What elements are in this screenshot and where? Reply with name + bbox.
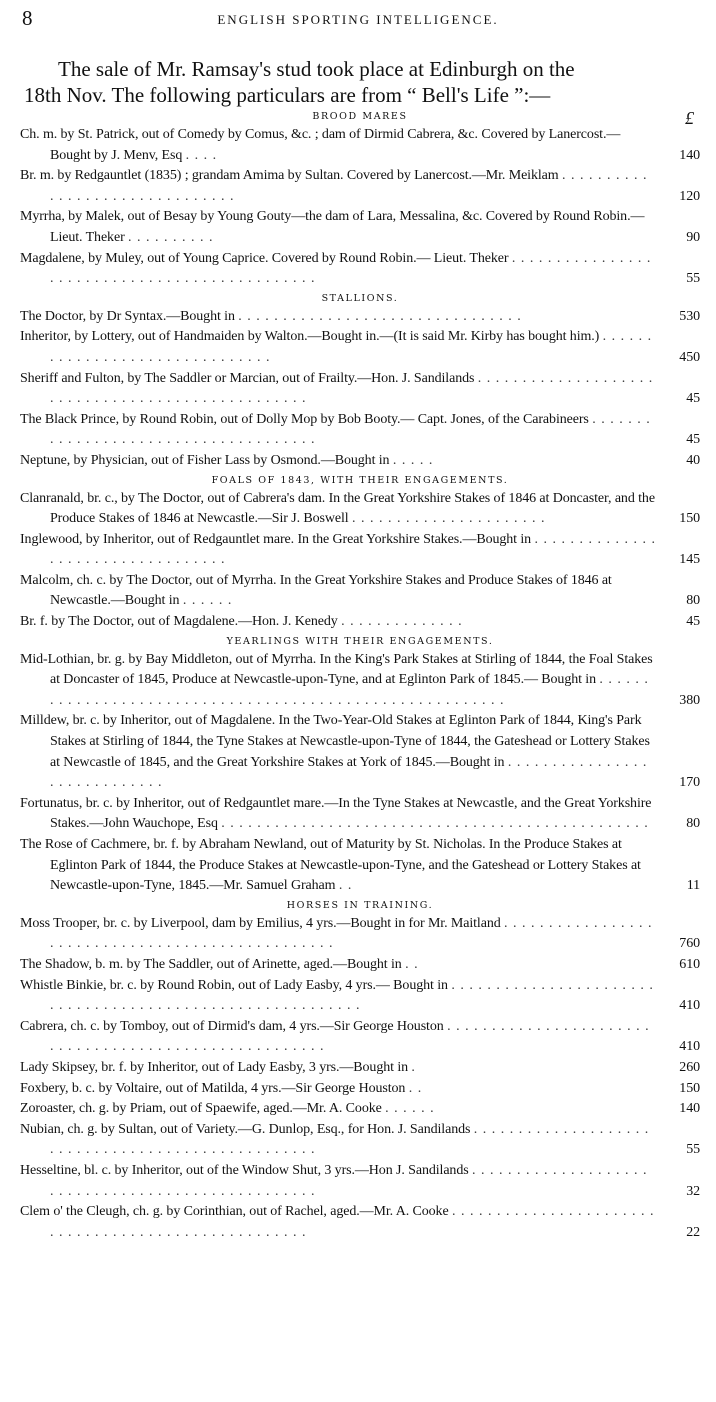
- sale-entry: [20, 1058, 700, 1079]
- entry-price: 90: [686, 229, 700, 245]
- dot-leader: . . . . . . . . . . . . . . . . . . . . . . . . . . . . . . . . . . . . . . . . . . . . . . . . . .: [50, 1162, 648, 1199]
- entry-price: 55: [686, 271, 700, 287]
- entry-description: [20, 1079, 700, 1100]
- sale-listings: [20, 108, 700, 1243]
- entry-description: [20, 1120, 700, 1161]
- dot-leader: . . . . . . . . . . . . . . . . . . . . . . . . . . . . . . . . . . . . . . . . . . . . . . . .: [221, 816, 649, 832]
- entry-text: Nubian, ch. g. by Sultan, out of Variety.—G. Dunlop, Esq., for Hon. J. Sandilands: [20, 1121, 471, 1137]
- entry-text: Zoroaster, ch. g. by Priam, out of Spaewife, aged.—Mr. A. Cooke: [20, 1101, 382, 1117]
- entry-description: [20, 125, 700, 166]
- entry-description: [20, 249, 700, 290]
- entry-price: 150: [679, 1080, 700, 1096]
- sale-entry: [20, 1161, 700, 1202]
- entry-text: Milldew, br. c. by Inheritor, out of Magdalene. In the Two-Year-Old Stakes at Eglinton Park of 1844, King's Park Stakes at Stirling of 1844, the Tyne Stakes at Newcastle-upon-Tyne of 1844, the Gateshead or Lottery Stakes at Newcastle of 1845, and the Great Yorkshire Stakes at York of 1845.—Bought in: [20, 713, 650, 770]
- entry-text: Inglewood, by Inheritor, out of Redgauntlet mare. In the Great Yorkshire Stakes.—Bought in: [20, 531, 532, 547]
- dot-leader: . . . . . .: [182, 593, 233, 609]
- sale-entry: [20, 410, 700, 451]
- entry-description: [20, 571, 700, 612]
- sale-entry: [20, 1120, 700, 1161]
- dot-leader: . . . . . . . . . . . . . . . . . . . . . . . . . . . . .: [50, 754, 648, 791]
- entry-price: 150: [679, 511, 700, 527]
- entry-text: Neptune, by Physician, out of Fisher Lass by Osmond.—Bought in: [20, 452, 390, 468]
- entry-price: 140: [679, 147, 700, 163]
- entry-description: [20, 794, 700, 835]
- entry-text: Ch. m. by St. Patrick, out of Comedy by Comus, &c. ; dam of Dirmid Cabrera, &c. Covered by Lanercost.—Bought by J. Menv, Esq: [20, 127, 621, 163]
- entry-price: 11: [686, 878, 700, 894]
- section-heading: HORSES IN TRAINING.: [286, 899, 434, 911]
- section: [20, 897, 700, 1244]
- dot-leader: . . . . . . . . . . . . . . . . . . . . . . . . . . . . . . . . . .: [50, 531, 656, 568]
- entry-description: [20, 955, 700, 976]
- entry-description: [20, 976, 700, 1017]
- dot-leader: .: [411, 1059, 416, 1075]
- entry-price: 32: [686, 1183, 700, 1199]
- entry-text: Fortunatus, br. c. by Inheritor, out of Redgauntlet mare.—In the Tyne Stakes at Newcastle, and the Great Yorkshire Stakes.—John Wauchope, Esq: [20, 795, 652, 832]
- sale-entry: [20, 914, 700, 955]
- entry-price: 140: [679, 1101, 700, 1117]
- section: [20, 633, 700, 897]
- entry-price: 530: [679, 308, 700, 324]
- sale-entry: [20, 1202, 700, 1243]
- dot-leader: . . . .: [185, 147, 218, 163]
- dot-leader: . . . . . . . . . . . . . . . . . . . . . . . . . . . . . . . . . . . . . . . . . . . . . . . . .: [50, 370, 654, 407]
- entry-text: Br. f. by The Doctor, out of Magdalene.—Hon. J. Kenedy: [20, 614, 338, 630]
- entry-price: 145: [679, 552, 700, 568]
- page-header: [0, 6, 716, 36]
- sale-entry: [20, 327, 700, 368]
- entry-description: [20, 1161, 700, 1202]
- intro-line-2: 18th Nov. The following particulars are from “ Bell's Life ”:—: [24, 83, 551, 107]
- sale-entry: [20, 489, 700, 530]
- entry-description: [20, 835, 700, 897]
- entry-price: 410: [679, 998, 700, 1014]
- dot-leader: . . . . . . . . . .: [128, 229, 214, 245]
- entry-text: Moss Trooper, br. c. by Liverpool, dam by Emilius, 4 yrs.—Bought in for Mr. Maitland: [20, 915, 501, 931]
- section: [20, 290, 700, 472]
- entry-text: Inheritor, by Lottery, out of Handmaiden by Walton.—Bought in.—(It is said Mr. Kirby has bought him.): [20, 329, 600, 345]
- sale-entry: [20, 530, 700, 571]
- dot-leader: . . . . . . . . . . . . . . . . . . . . . . . . . . . . . . . . . . . . . . . . . . . . . . . . . . . . . .: [50, 1018, 650, 1055]
- entry-text: Magdalene, by Muley, out of Young Caprice. Covered by Round Robin.— Lieut. Theker: [20, 250, 509, 266]
- entry-text: Cabrera, ch. c. by Tomboy, out of Dirmid's dam, 4 yrs.—Sir George Houston: [20, 1018, 444, 1034]
- sale-entry: [20, 1099, 700, 1120]
- sale-entry: [20, 976, 700, 1017]
- entry-description: [20, 1058, 700, 1079]
- dot-leader: . . . . . . . . . . . . . . . . . . . . . . . . . . . . . . . . . . . . . . . . . . . . . . . . . .: [50, 1121, 650, 1158]
- sale-entry: [20, 711, 700, 793]
- entry-text: The Doctor, by Dr Syntax.—Bought in: [20, 308, 235, 324]
- entry-description: [20, 166, 700, 207]
- sale-entry: [20, 794, 700, 835]
- entry-description: [20, 530, 700, 571]
- sale-entry: [20, 207, 700, 248]
- entry-description: [20, 327, 700, 368]
- entry-description: [20, 914, 700, 955]
- intro-paragraph: [24, 56, 694, 108]
- entry-price: 760: [679, 936, 700, 952]
- entry-description: [20, 410, 700, 451]
- section: [20, 108, 700, 290]
- section-heading: STALLIONS.: [321, 292, 399, 304]
- entry-description: [20, 451, 700, 472]
- entry-description: [20, 489, 700, 530]
- sale-entry: [20, 612, 700, 633]
- dot-leader: . . . . . . . . . . . . . . . . . . . . . . . . . . . . . . . . . . . . .: [50, 411, 651, 448]
- sale-entry: [20, 835, 700, 897]
- dot-leader: . . . . . . . . . . . . . . . . . . . . . .: [351, 511, 546, 527]
- entry-price: 610: [679, 956, 700, 972]
- entry-price: 260: [679, 1059, 700, 1075]
- entry-description: [20, 207, 700, 248]
- sale-entry: [20, 166, 700, 207]
- entry-description: [20, 612, 700, 633]
- entry-price: 45: [686, 614, 700, 630]
- sale-entry: [20, 1079, 700, 1100]
- entry-description: [20, 711, 700, 793]
- entry-text: Br. m. by Redgauntlet (1835) ; grandam Amima by Sultan. Covered by Lanercost.—Mr. Meiklam: [20, 168, 559, 184]
- sale-entry: [20, 125, 700, 166]
- dot-leader: . .: [338, 878, 353, 894]
- entry-description: [20, 650, 700, 712]
- entry-description: [20, 1202, 700, 1243]
- entry-price: 450: [679, 349, 700, 365]
- dot-leader: . . . . . . . . . . . . . . . . . . . . . . . . . . . . . . . . . . . . . . . . . . . . . . . . . . . .: [50, 1204, 655, 1240]
- intro-line-1: The sale of Mr. Ramsay's stud took place at Edinburgh on the: [58, 57, 575, 81]
- entry-text: Myrrha, by Malek, out of Besay by Young Gouty—the dam of Lara, Messalina, &c. Covered by Round Robin.—Lieut. Theker: [20, 209, 645, 245]
- dot-leader: . . . . . .: [385, 1101, 435, 1117]
- entry-price: 80: [686, 593, 700, 609]
- section-heading: FOALS OF 1843, WITH THEIR ENGAGEMENTS.: [211, 474, 509, 486]
- entry-price: 80: [686, 816, 700, 832]
- dot-leader: . . . . . . . . . . . . . . . . . . . . . . . . . . . . . . .: [50, 168, 648, 204]
- entry-text: Mid-Lothian, br. g. by Bay Middleton, out of Myrrha. In the King's Park Stakes at Stirling of 1844, the Foal Stakes at Doncaster of 1845, Produce at Newcastle-upon-Tyne, and at Eglinton Park of 1845.— Bought in: [20, 651, 653, 688]
- entry-text: Lady Skipsey, br. f. by Inheritor, out of Lady Easby, 3 yrs.—Bought in: [20, 1059, 409, 1075]
- entry-price: 22: [686, 1224, 700, 1240]
- entry-price: 45: [686, 432, 700, 448]
- sale-entry: [20, 369, 700, 410]
- entry-text: Clem o' the Cleugh, ch. g. by Corinthian, out of Rachel, aged.—Mr. A. Cooke: [20, 1204, 449, 1220]
- dot-leader: . . . . . . . . . . . . . . . . . . . . . . . . . . . . . . . . . . . . . . . . . . . . . . . . . . . . . . . . . .: [50, 977, 654, 1014]
- sale-entry: [20, 1017, 700, 1058]
- entry-price: 45: [686, 391, 700, 407]
- entry-description: [20, 307, 700, 328]
- entry-description: [20, 1099, 700, 1120]
- section: [20, 472, 700, 633]
- entry-price: 410: [679, 1039, 700, 1055]
- currency-header: £: [685, 108, 694, 128]
- sale-entry: [20, 571, 700, 612]
- running-title: ENGLISH SPORTING INTELLIGENCE.: [217, 12, 499, 27]
- entry-text: The Shadow, b. m. by The Saddler, out of Arinette, aged.—Bought in: [20, 956, 402, 972]
- entry-price: 170: [679, 775, 700, 791]
- dot-leader: . . . . . . . . . . . . . . . . . . . . . . . . . . . . . . . .: [238, 308, 522, 324]
- entry-price: 40: [686, 452, 700, 468]
- entry-text: Hesseltine, bl. c. by Inheritor, out of the Window Shut, 3 yrs.—Hon J. Sandilands: [20, 1162, 469, 1178]
- entry-text: The Rose of Cachmere, br. f. by Abraham Newland, out of Maturity by St. Nicholas. In the Produce Stakes at Eglinton Park of 1844, the Produce Stakes at Newcastle-upon-Tyne, and the Gateshead or Lottery Stakes at Newcastle-upon-Tyne, 1845.—Mr. Samuel Graham: [20, 837, 641, 894]
- entry-description: [20, 369, 700, 410]
- sale-entry: [20, 307, 700, 328]
- entry-price: 380: [679, 692, 700, 708]
- dot-leader: . .: [408, 1080, 423, 1096]
- sale-entry: [20, 249, 700, 290]
- entry-price: 120: [679, 188, 700, 204]
- entry-text: Sheriff and Fulton, by The Saddler or Marcian, out of Frailty.—Hon. J. Sandilands: [20, 370, 475, 386]
- dot-leader: . . . . . . . . . . . . . . . . . . . . . . . . . . . . . . . . . . . . . . . . . . . . . . . . . . . . . . . . .: [50, 672, 649, 708]
- dot-leader: . .: [405, 956, 419, 972]
- dot-leader: . . . . . . . . . . . . . . . . . . . . . . . . . . . . . . . . . . . . . . . . . . . . . . . . .: [50, 915, 653, 952]
- sale-entry: [20, 650, 700, 712]
- entry-price: 55: [686, 1142, 700, 1158]
- section-heading: YEARLINGS WITH THEIR ENGAGEMENTS.: [226, 635, 494, 647]
- dot-leader: . . . . . . . . . . . . . .: [341, 614, 463, 630]
- entry-text: Foxbery, b. c. by Voltaire, out of Matilda, 4 yrs.—Sir George Houston: [20, 1080, 406, 1096]
- page-number: 8: [22, 6, 33, 30]
- dot-leader: . . . . . . . . . . . . . . . . . . . . . . . . . . . . . . . . . . . . . . . . . . . . . .: [50, 250, 652, 287]
- sale-entry: [20, 451, 700, 472]
- section-heading: BROOD MARES: [312, 111, 408, 122]
- dot-leader: . . . . .: [392, 452, 434, 468]
- entry-text: Clanranald, br. c., by The Doctor, out of Cabrera's dam. In the Great Yorkshire Stakes of 1846 at Doncaster, and the Produce Stakes of 1846 at Newcastle.—Sir J. Boswell: [20, 490, 655, 527]
- entry-text: The Black Prince, by Round Robin, out of Dolly Mop by Bob Booty.— Capt. Jones, of the Carabineers: [20, 411, 589, 427]
- sale-entry: [20, 955, 700, 976]
- dot-leader: . . . . . . . . . . . . . . . . . . . . . . . . . . . . . . .: [50, 329, 653, 365]
- entry-text: Whistle Binkie, br. c. by Round Robin, out of Lady Easby, 4 yrs.— Bought in: [20, 977, 448, 993]
- entry-text: Malcolm, ch. c. by The Doctor, out of Myrrha. In the Great Yorkshire Stakes and Produce Stakes of 1846 at Newcastle.—Bought in: [20, 572, 612, 609]
- entry-description: [20, 1017, 700, 1058]
